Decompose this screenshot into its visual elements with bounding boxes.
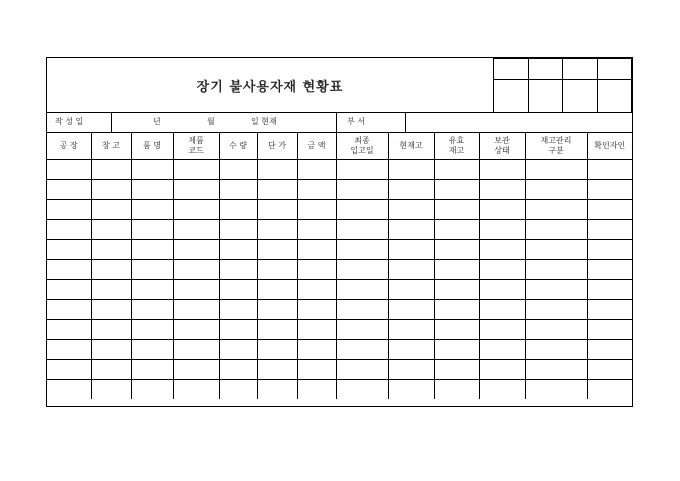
table-cell[interactable]: [587, 200, 632, 220]
table-cell[interactable]: [47, 300, 91, 320]
table-cell[interactable]: [525, 320, 587, 340]
table-cell[interactable]: [587, 280, 632, 300]
table-cell[interactable]: [219, 300, 257, 320]
table-cell[interactable]: [131, 200, 173, 220]
month-label: 월: [207, 117, 215, 126]
column-header: 품 명: [131, 132, 173, 160]
column-header: 최종 입고일: [336, 132, 388, 160]
column-header: 확인자인: [587, 132, 632, 160]
table-cell[interactable]: [336, 160, 388, 180]
table-row: [47, 180, 632, 200]
header-row: [47, 132, 632, 160]
table-cell[interactable]: [219, 240, 257, 260]
table-cell[interactable]: [47, 220, 91, 240]
table-cell[interactable]: [297, 320, 336, 340]
table-cell[interactable]: [336, 240, 388, 260]
table-cell[interactable]: [91, 380, 131, 400]
table-cell[interactable]: [47, 360, 91, 380]
table-cell[interactable]: [219, 280, 257, 300]
table-row: [47, 240, 632, 260]
table-cell[interactable]: [131, 380, 173, 400]
table-row: [47, 340, 632, 360]
dept-label: 부 서: [347, 117, 365, 126]
table-cell[interactable]: [336, 260, 388, 280]
table-cell[interactable]: [479, 320, 525, 340]
table-cell[interactable]: [173, 360, 219, 380]
table-cell[interactable]: [587, 260, 632, 280]
approval-cell[interactable]: [597, 80, 632, 113]
table-cell[interactable]: [297, 340, 336, 360]
table-cell[interactable]: [297, 200, 336, 220]
column-header: 보관 상태: [479, 132, 525, 160]
table-cell[interactable]: [47, 380, 91, 400]
table-cell[interactable]: [525, 360, 587, 380]
approval-cell[interactable]: [563, 80, 598, 113]
day-current-label: 일 현재: [251, 117, 277, 126]
approval-cell[interactable]: [528, 80, 563, 113]
table-cell[interactable]: [173, 180, 219, 200]
table-cell[interactable]: [47, 260, 91, 280]
table-cell[interactable]: [257, 220, 297, 240]
table-cell[interactable]: [297, 260, 336, 280]
table-cell[interactable]: [479, 260, 525, 280]
author-label: 작 성 일: [55, 117, 84, 126]
divider: [336, 112, 337, 132]
table-cell[interactable]: [91, 280, 131, 300]
column-header: 유효 재고: [434, 132, 479, 160]
column-header: 수 량: [219, 132, 257, 160]
table-cell[interactable]: [257, 180, 297, 200]
table-cell[interactable]: [173, 240, 219, 260]
table-cell[interactable]: [587, 300, 632, 320]
table-cell[interactable]: [91, 320, 131, 340]
table-cell[interactable]: [297, 300, 336, 320]
table-cell[interactable]: [131, 320, 173, 340]
table-row: [47, 260, 632, 280]
table-cell[interactable]: [587, 180, 632, 200]
table-cell[interactable]: [91, 200, 131, 220]
table-cell[interactable]: [434, 260, 479, 280]
table-cell[interactable]: [525, 340, 587, 360]
table-cell[interactable]: [257, 280, 297, 300]
table-cell[interactable]: [388, 240, 434, 260]
table-cell[interactable]: [388, 320, 434, 340]
table-cell[interactable]: [587, 340, 632, 360]
table-cell[interactable]: [297, 160, 336, 180]
table-row: [47, 280, 632, 300]
table-body: [47, 160, 632, 400]
table-cell[interactable]: [47, 340, 91, 360]
table-cell[interactable]: [173, 260, 219, 280]
table-cell[interactable]: [131, 300, 173, 320]
table-cell[interactable]: [336, 180, 388, 200]
table-cell[interactable]: [388, 260, 434, 280]
inventory-table: [47, 132, 632, 399]
table-cell[interactable]: [388, 280, 434, 300]
table-cell[interactable]: [587, 160, 632, 180]
table-cell[interactable]: [434, 300, 479, 320]
form-title: 장기 불사용자재 현황표: [196, 80, 344, 95]
table-row: [47, 360, 632, 380]
divider: [111, 112, 112, 132]
dept-field[interactable]: [411, 112, 629, 132]
table-cell[interactable]: [131, 340, 173, 360]
table-cell[interactable]: [434, 360, 479, 380]
table-cell[interactable]: [525, 300, 587, 320]
table-cell[interactable]: [91, 160, 131, 180]
table-cell[interactable]: [525, 380, 587, 400]
table-cell[interactable]: [525, 280, 587, 300]
table-cell[interactable]: [479, 280, 525, 300]
table-cell[interactable]: [434, 340, 479, 360]
table-cell[interactable]: [257, 160, 297, 180]
table-cell[interactable]: [479, 380, 525, 400]
table-cell[interactable]: [219, 160, 257, 180]
table-cell[interactable]: [434, 220, 479, 240]
table-cell[interactable]: [257, 320, 297, 340]
table-cell[interactable]: [297, 360, 336, 380]
table-cell[interactable]: [336, 200, 388, 220]
table-cell[interactable]: [173, 300, 219, 320]
table-cell[interactable]: [525, 240, 587, 260]
table-cell[interactable]: [173, 380, 219, 400]
table-cell[interactable]: [587, 240, 632, 260]
table-cell[interactable]: [434, 320, 479, 340]
table-cell[interactable]: [388, 300, 434, 320]
table-cell[interactable]: [91, 360, 131, 380]
table-cell[interactable]: [336, 280, 388, 300]
column-header: 단 가: [257, 132, 297, 160]
table-cell[interactable]: [91, 340, 131, 360]
table-cell[interactable]: [388, 340, 434, 360]
table-cell[interactable]: [587, 380, 632, 400]
table-cell[interactable]: [173, 160, 219, 180]
table-cell[interactable]: [297, 240, 336, 260]
table-cell[interactable]: [219, 360, 257, 380]
column-header: 공 장: [47, 132, 91, 160]
table-cell[interactable]: [131, 280, 173, 300]
table-cell[interactable]: [173, 320, 219, 340]
approval-cell[interactable]: [494, 59, 529, 80]
table-cell[interactable]: [587, 320, 632, 340]
table-cell[interactable]: [336, 340, 388, 360]
table-cell[interactable]: [219, 320, 257, 340]
table-cell[interactable]: [388, 380, 434, 400]
table-cell[interactable]: [388, 360, 434, 380]
table-cell[interactable]: [297, 180, 336, 200]
table-cell[interactable]: [336, 360, 388, 380]
inventory-form: [46, 57, 633, 407]
table-cell[interactable]: [479, 360, 525, 380]
table-cell[interactable]: [219, 340, 257, 360]
table-cell[interactable]: [131, 180, 173, 200]
table-cell[interactable]: [479, 200, 525, 220]
table-cell[interactable]: [587, 360, 632, 380]
approval-cell[interactable]: [528, 59, 563, 80]
table-cell[interactable]: [131, 260, 173, 280]
table-cell[interactable]: [47, 240, 91, 260]
table-cell[interactable]: [131, 160, 173, 180]
table-cell[interactable]: [525, 260, 587, 280]
approval-cell[interactable]: [597, 59, 632, 80]
table-cell[interactable]: [219, 380, 257, 400]
table-cell[interactable]: [91, 240, 131, 260]
table-cell[interactable]: [525, 180, 587, 200]
table-cell[interactable]: [131, 220, 173, 240]
table-cell[interactable]: [173, 220, 219, 240]
table-row: [47, 220, 632, 240]
divider: [405, 112, 406, 132]
table-cell[interactable]: [479, 300, 525, 320]
approval-cell[interactable]: [494, 80, 529, 113]
table-cell[interactable]: [131, 360, 173, 380]
table-cell[interactable]: [388, 160, 434, 180]
table-cell[interactable]: [388, 180, 434, 200]
table-cell[interactable]: [336, 300, 388, 320]
table-cell[interactable]: [479, 220, 525, 240]
table-cell[interactable]: [91, 180, 131, 200]
table-cell[interactable]: [525, 200, 587, 220]
table-cell[interactable]: [479, 160, 525, 180]
table-cell[interactable]: [47, 320, 91, 340]
table-cell[interactable]: [297, 380, 336, 400]
table-cell[interactable]: [434, 380, 479, 400]
table-cell[interactable]: [388, 200, 434, 220]
approval-cell[interactable]: [563, 59, 598, 80]
table-cell[interactable]: [297, 220, 336, 240]
approval-box: [493, 58, 632, 113]
table-cell[interactable]: [336, 320, 388, 340]
table-cell[interactable]: [257, 200, 297, 220]
table-cell[interactable]: [479, 340, 525, 360]
table-row: [47, 160, 632, 180]
table-cell[interactable]: [47, 180, 91, 200]
column-header: 창 고: [91, 132, 131, 160]
table-cell[interactable]: [91, 300, 131, 320]
table-cell[interactable]: [219, 260, 257, 280]
table-cell[interactable]: [257, 240, 297, 260]
column-header: 현재고: [388, 132, 434, 160]
table-cell[interactable]: [297, 280, 336, 300]
table-row: [47, 300, 632, 320]
column-header: 재고관리 구분: [525, 132, 587, 160]
table-cell[interactable]: [388, 220, 434, 240]
table-row: [47, 380, 632, 400]
table-cell[interactable]: [336, 380, 388, 400]
table-cell[interactable]: [525, 220, 587, 240]
table-cell[interactable]: [219, 180, 257, 200]
table-cell[interactable]: [434, 240, 479, 260]
table-cell[interactable]: [479, 240, 525, 260]
table-cell[interactable]: [47, 160, 91, 180]
table-cell[interactable]: [173, 280, 219, 300]
column-header: 제품 코드: [173, 132, 219, 160]
table-cell[interactable]: [257, 300, 297, 320]
table-cell[interactable]: [91, 260, 131, 280]
table-cell[interactable]: [434, 160, 479, 180]
year-label: 년: [153, 117, 161, 126]
table-cell[interactable]: [479, 180, 525, 200]
table-cell[interactable]: [434, 280, 479, 300]
table-cell[interactable]: [434, 200, 479, 220]
table-cell[interactable]: [434, 180, 479, 200]
table-cell[interactable]: [173, 340, 219, 360]
table-cell[interactable]: [173, 200, 219, 220]
table-cell[interactable]: [257, 260, 297, 280]
table-row: [47, 200, 632, 220]
table-cell[interactable]: [525, 160, 587, 180]
table-cell[interactable]: [587, 220, 632, 240]
table-cell[interactable]: [336, 220, 388, 240]
column-header: 금 액: [297, 132, 336, 160]
table-cell[interactable]: [257, 380, 297, 400]
table-cell[interactable]: [219, 220, 257, 240]
info-row: [47, 112, 632, 133]
table-cell[interactable]: [219, 200, 257, 220]
table-cell[interactable]: [47, 200, 91, 220]
table-cell[interactable]: [91, 220, 131, 240]
table-cell[interactable]: [47, 280, 91, 300]
table-row: [47, 320, 632, 340]
table-cell[interactable]: [257, 340, 297, 360]
table-cell[interactable]: [131, 240, 173, 260]
table-cell[interactable]: [257, 360, 297, 380]
title-row: [47, 58, 632, 113]
